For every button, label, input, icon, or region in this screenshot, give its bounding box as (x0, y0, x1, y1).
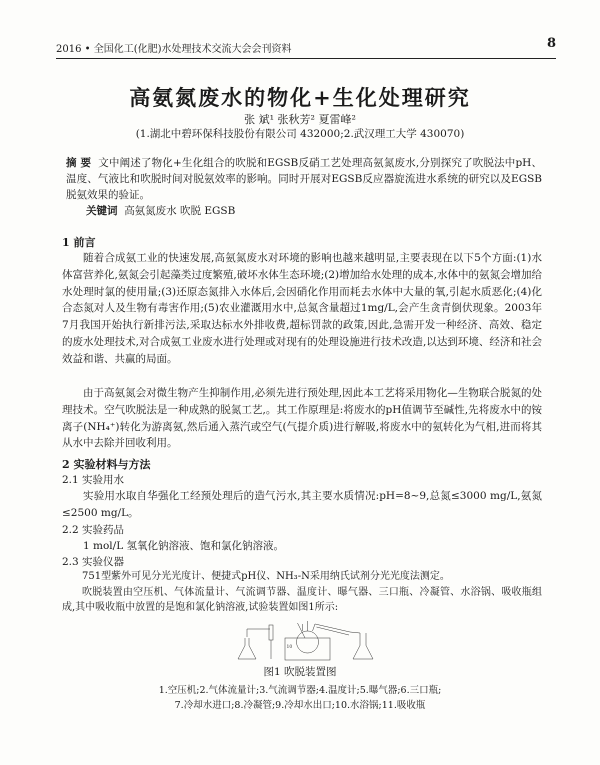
header-journal-title: 2016 • 全国化工(化肥)水处理技术交流大会会刊资料 (56, 44, 292, 55)
three-neck-flask (297, 631, 319, 653)
section-1-paragraph-2: 由于高氨氮会对微生物产生抑制作用,必须先进行预处理,因此本工艺将采用物化—生物联合脱氮的处理技术。空气吹脱法是一种成熟的脱氮工艺,。其工作原理是:将废水的pH值调节至碱性,先将废水中的铵离子(NH₄⁺)转化为游离氨,然后通入蒸汽或空气(气提介质)进行解吸,将废水中的氨转化为气相,进而将其从水中去除并回收利用。 (62, 387, 542, 450)
section-2-3-text-1: 751型紫外可见分光光度计、便捷式pH仪、NH₃-N采用纳氏试剂分光光度法测定。 (82, 571, 450, 582)
keywords-text: 高氨氮废水 吹脱 EGSB (124, 205, 236, 217)
right-flask (353, 633, 373, 659)
running-header (56, 36, 556, 56)
section-2-3-heading: 2.3 实验仪器 (62, 556, 125, 568)
abstract-label: 摘 要 (66, 157, 92, 169)
abstract (66, 155, 542, 203)
header-rule (56, 58, 556, 59)
figure-legend-line-1: 1.空压机;2.气体流量计;3.气流调节器;4.温度计;5.曝气器;6.三口瓶; (158, 685, 442, 696)
figure-stripping-apparatus (160, 618, 460, 662)
keywords-label: 关键词 (86, 205, 118, 217)
figure-caption: 图1 吹脱装置图 (263, 666, 337, 678)
affiliation: (1.湖北中碧环保科技股份有限公司 432000;2.武汉理工大学 430070) (135, 128, 465, 140)
section-2-2-text: 1 mol/L 氢氧化钠溶液、饱和氯化钠溶液。 (83, 540, 285, 552)
label-10: 10 (286, 645, 293, 650)
section-2-heading: 2 实验材料与方法 (62, 458, 151, 471)
paper-title: 高氨氮废水的物化+生化处理研究 (129, 85, 471, 110)
figure-legend-line-2: 7.冷却水进口;8.冷凝管;9.冷却水出口;10.水浴锅;11.吸收瓶 (174, 700, 426, 711)
section-2-1-heading: 2.1 实验用水 (62, 474, 125, 486)
section-2-2-heading: 2.2 实验药品 (62, 524, 125, 536)
abstract-text: 文中阐述了物化+生化组合的吹脱和EGSB反硝工艺处理高氨氮废水,分别探究了吹脱法中pH、温度、气液比和吹脱时间对脱氨效率的影响。同时开展对EGSB反应器旋流进水系统的研究以及EGSB脱氨效果的验证。 (66, 157, 542, 201)
page-number: 8 (546, 36, 556, 51)
section-2-1-text: 实验用水取自华强化工经预处理后的造气污水,其主要水质情况:pH=8~9,总氮≤3000 mg/L,氨氮≤2500 mg/L。 (62, 490, 542, 519)
authors: 张 斌¹ 张秋芳² 夏雷峰² (244, 113, 356, 126)
left-flask (238, 638, 256, 659)
section-2-3-text-2: 吹脱装置由空压机、气体流量计、气流调节器、温度计、曝气器、三口瓶、冷凝管、水浴锅、吸收瓶组成,其中吸收瓶中放置的是饱和氯化钠溶液,试验装置如图1所示: (62, 587, 542, 613)
section-1-heading: 1 前言 (62, 236, 96, 249)
left-tube (247, 629, 270, 637)
flow-meter (269, 625, 273, 640)
keywords (86, 203, 546, 218)
section-1-paragraph-1: 随着合成氨工业的快速发展,高氨氮废水对环境的影响也越来越明显,主要表现在以下5个方面:(1)水体富营养化,氨氮会引起藻类过度繁殖,破坏水体生态环境;(2)增加给水处理的成本,水体中的氨氮会增加给水处理时氯的使用量;(3)还原态氮排入水体后,会因硝化作用而耗去水体中大量的氧,引起水质恶化;(4)化合态氮对人及生物有毒害作用;(5)农业灌溉用水中,总氮含量超过1mg/L,会产生贪青倒伏现象。2003年7月我国开始执行新排污法,采取达标水外排收费,超标罚款的政策,因此,急需开发一种经济、高效、稳定的废水处理技术,对合成氨工业废水进行处理或对现有的处理设施进行技术改造,以达到环境、经济和社会效益和谐、共赢的局面。 (62, 252, 542, 365)
